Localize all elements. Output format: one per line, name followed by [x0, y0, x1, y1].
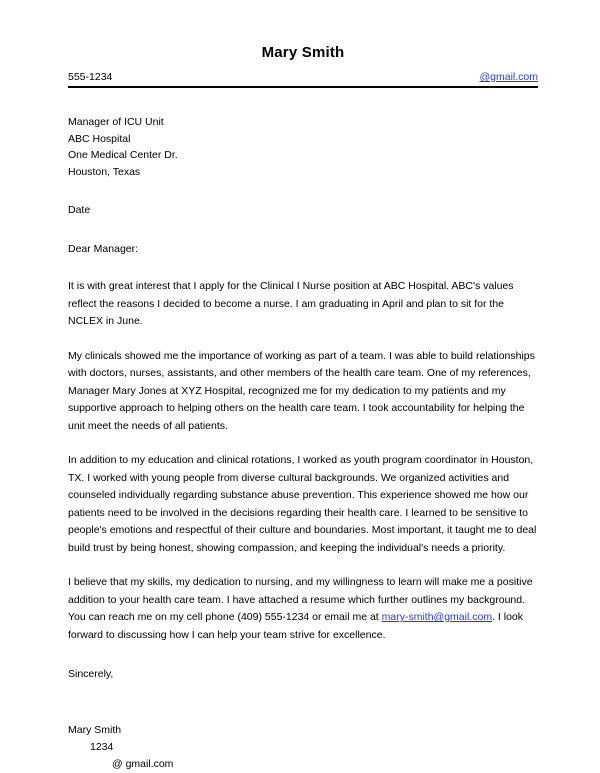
final-par-after-link: . I look forward to discussing how I can help your team strive for excellence. [68, 611, 523, 641]
header-phone: 555-1234 [68, 71, 113, 83]
letter-closing: Sincerely, [68, 668, 114, 680]
recipient-line: Houston, Texas [68, 165, 141, 178]
recipient-line: ABC Hospital [68, 132, 131, 145]
recipient-address [68, 114, 538, 180]
recipient-line: Manager of ICU Unit [68, 116, 164, 128]
page-title: Mary Smith [261, 44, 345, 61]
signature-phone: 1234 [90, 740, 114, 753]
letter-paragraph-final [68, 574, 538, 644]
signature-email: @ gmail.com [112, 757, 174, 770]
signature-block [68, 722, 538, 773]
letter-paragraph: It is with great interest that I apply for the Clinical I Nurse position at ABC Hospital. ABC's values reflect the reasons I decided to become a nurse. I am graduating in April and plan to sit for the NCLEX in June. [68, 280, 514, 327]
header-email-link[interactable]: @gmail.com [479, 71, 538, 83]
letter-paragraph: My clinicals showed me the importance of working as part of a team. I was able to build relationships with doctors, nurses, assistants, and other members of the health care team. One of my references, Manager Mary Jones at XYZ Hospital, recognized me for my dedication to my patients and my supportive approach to helping others on the health care team. I took accountability for helping the unit meet the needs of all patients. [68, 349, 535, 432]
header-contact-row [68, 71, 538, 86]
letter-paragraph: In addition to my education and clinical rotations, I worked as youth program coordinator in Houston, TX. I worked with young people from diverse cultural backgrounds. We organized activities and counseled individually regarding substance abuse prevention. This experience showed me how our patients need to be involved in the decisions regarding their health care. I learned to be sensitive to people's emotions and respectful of their culture and boundaries. Most important, it taught me to deal build trust by being honest, showing compassion, and keeping the individual's needs a priority. [68, 454, 537, 554]
final-par-before-link: I believe that my skills, my dedication to nursing, and my willingness to learn will make me a positive addition to your health care team. I have attached a resume which further outlines my background. You can reach me on my cell phone (409) 555-1234 or email me at [68, 576, 533, 623]
signature-name: Mary Smith [68, 723, 122, 736]
letter-date: Date [68, 204, 91, 216]
cover-letter [68, 44, 538, 773]
letter-salutation: Dear Manager: [68, 242, 139, 255]
email-link[interactable]: mary-smith@gmail.com [381, 611, 493, 623]
header-divider [68, 86, 538, 88]
recipient-line: One Medical Center Dr. [68, 149, 178, 161]
